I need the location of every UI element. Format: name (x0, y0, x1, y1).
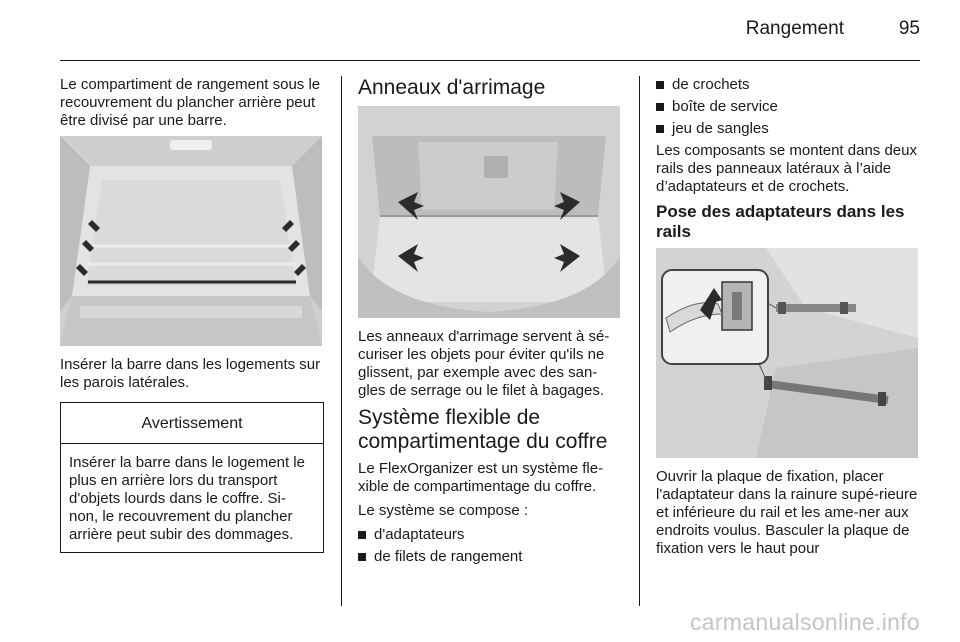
instruction-paragraph: Insérer la barre dans les logements sur les parois latérales. (60, 356, 321, 391)
bullet-square-icon (656, 103, 664, 111)
list-item: d'adaptateurs (358, 526, 622, 544)
bullet-square-icon (656, 81, 664, 89)
heading-flex-system: Système flexible de compartimentage du coffre (358, 406, 608, 453)
mount-paragraph: Les composants se montent dans deux rails des panneaux latéraux à l’aide d’adaptateurs et de crochets. (656, 142, 917, 195)
trunk-divider-bar-illustration (60, 136, 322, 346)
flex-paragraph: Le FlexOrganizer est un système fle-xible de compartimentage du coffre. (358, 460, 604, 495)
column-2 (358, 76, 622, 570)
warning-title: Avertissement (61, 403, 323, 444)
warning-box (60, 402, 324, 553)
list-item: jeu de sangles (656, 120, 920, 138)
intro-paragraph: Le compartiment de rangement sous le recouvrement du plancher arrière peut être divisé par une barre. (60, 76, 321, 129)
column-3 (656, 76, 920, 564)
list-item: de crochets (656, 76, 920, 94)
consists-paragraph: Le système se compose : (358, 502, 529, 519)
header-rule (60, 60, 920, 61)
bullet-square-icon (358, 553, 366, 561)
adapter-rail-illustration (656, 248, 918, 458)
bullet-square-icon (656, 125, 664, 133)
column-1 (60, 76, 324, 553)
page-number: 95 (898, 18, 920, 39)
adapter-paragraph: Ouvrir la plaque de fixation, placer l'adaptateur dans la rainure supé-rieure et inférieure du rail et les ame-ner aux endroits voulus. Basculer la plaque de fixation vers le haut pour (656, 468, 918, 557)
tie-down-paragraph: Les anneaux d'arrimage servent à sé-curiser les objets pour éviter qu'ils ne glissent, par exemple avec des san-gles de serrage ou le filet à bagages. (358, 328, 610, 399)
column-divider (639, 76, 640, 606)
heading-tie-down-rings: Anneaux d'arrimage (358, 76, 546, 99)
warning-body: Insérer la barre dans le logement le plus en arrière lors du transport d'objets lourds dans le coffre. Si-non, le recouvrement du plancher arrière peut subir des dommages. (69, 454, 305, 543)
chapter-title: Rangement (745, 18, 844, 39)
list-item: de filets de rangement (358, 548, 622, 566)
component-list (358, 526, 622, 566)
component-list-continued (656, 76, 920, 138)
bullet-square-icon (358, 531, 366, 539)
list-item: boîte de service (656, 98, 920, 116)
page-header (0, 0, 960, 62)
column-divider (341, 76, 342, 606)
heading-adapter-install: Pose des adaptateurs dans les rails (656, 202, 905, 241)
watermark: carmanualsonline.info (689, 609, 920, 635)
tie-down-rings-illustration (358, 106, 620, 318)
